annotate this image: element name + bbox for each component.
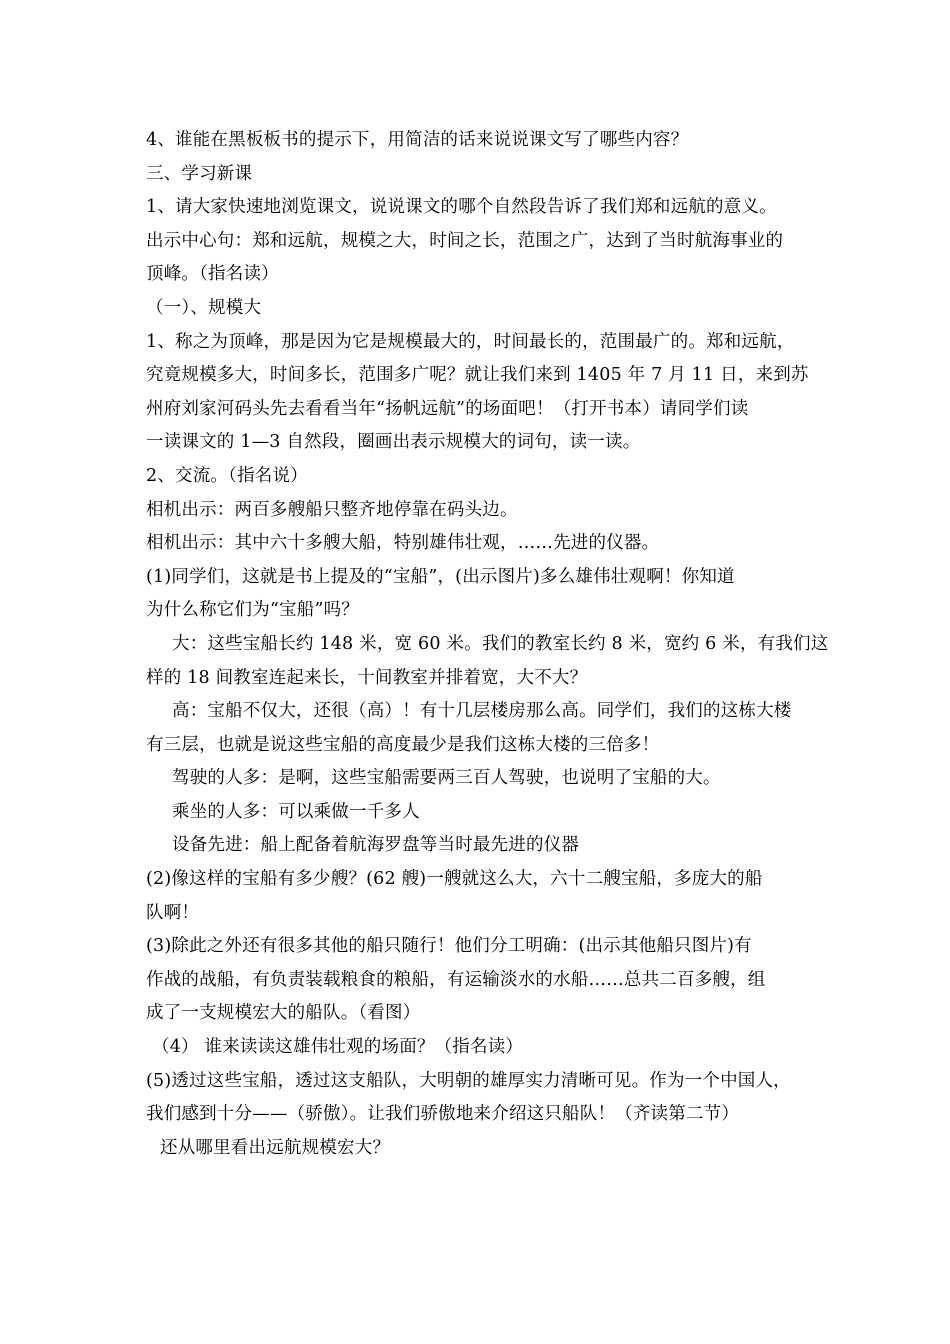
text-line: 驾驶的人多：是啊，这些宝船需要两三百人驾驶，也说明了宝船的大。	[172, 768, 721, 789]
text-line: 为什么称它们为“宝船”吗？	[146, 600, 359, 621]
text-line: 顶峰。（指名读）	[146, 264, 279, 285]
text-line: 2、交流。（指名说）	[146, 465, 308, 486]
subsection-heading: （一）、规模大	[146, 297, 262, 318]
text-line: （4） 谁来读读这雄伟壮观的场面？（指名读）	[152, 1037, 524, 1058]
text-line: 出示中心句：郑和远航，规模之大，时间之长，范围之广，达到了当时航海事业的	[146, 230, 784, 251]
text-line: (2)像这样的宝船有多少艘？(62 艘)一艘就这么大，六十二艘宝船，多庞大的船	[146, 869, 763, 890]
text-line: 1、请大家快速地浏览课文，说说课文的哪个自然段告诉了我们郑和远航的意义。	[146, 197, 777, 218]
text-line: (5)透过这些宝船，透过这支船队，大明朝的雄厚实力清晰可见。作为一个中国人，	[146, 1070, 791, 1091]
section-heading: 三、学习新课	[146, 163, 253, 184]
text-line: 我们感到十分——（骄傲）。让我们骄傲地来介绍这只船队！（齐读第二节）	[146, 1104, 740, 1125]
document-body	[146, 124, 829, 1165]
text-line: 相机出示：其中六十多艘大船，特别雄伟壮观，……先进的仪器。	[146, 533, 660, 554]
text-line: 作战的战船，有负责装载粮食的粮船，有运输淡水的水船……总共二百多艘，组	[146, 969, 766, 990]
text-line: 相机出示：两百多艘船只整齐地停靠在码头边。	[146, 499, 518, 520]
text-line: 还从哪里看出远航规模宏大？	[160, 1137, 391, 1158]
text-line: 州府刘家河码头先去看看当年“扬帆远航”的场面吧！（打开书本）请同学们读	[146, 398, 749, 419]
text-line: 成了一支规模宏大的船队。（看图）	[146, 1003, 421, 1024]
text-line: (3)除此之外还有很多其他的船只随行！他们分工明确：(出示其他船只图片)有	[146, 936, 752, 957]
text-line: 4、谁能在黑板板书的提示下，用简洁的话来说说课文写了哪些内容？	[146, 130, 689, 150]
text-line: 一读课文的 1—3 自然段，圈画出表示规模大的词句，读一读。	[146, 432, 641, 453]
text-line: 究竟规模多大，时间多长，范围多广呢？就让我们来到 1405 年 7 月 11 日，来到苏	[146, 365, 809, 386]
text-line: 队啊！	[146, 902, 200, 923]
text-line: 1、称之为顶峰，那是因为它是规模最大的，时间最长的，范围最广的。郑和远航，	[146, 331, 795, 352]
text-line: (1)同学们，这就是书上提及的“宝船”，(出示图片)多么雄伟壮观啊！你知道	[146, 566, 735, 587]
text-line: 乘坐的人多：可以乘做一千多人	[172, 801, 420, 822]
text-line: 有三层，也就是说这些宝船的高度最少是我们这栋大楼的三倍多！	[146, 734, 660, 755]
text-line: 样的 18 间教室连起来长，十间教室并排着宽，大不大？	[146, 667, 588, 688]
text-line: 设备先进：船上配备着航海罗盘等当时最先进的仪器	[172, 835, 580, 856]
text-line: 高：宝船不仅大，还很（高）！有十几层楼房那么高。同学们，我们的这栋大楼	[172, 701, 792, 722]
text-line: 大：这些宝船长约 148 米，宽 60 米。我们的教室长约 8 米，宽约 6 米，有我们这	[172, 633, 829, 654]
